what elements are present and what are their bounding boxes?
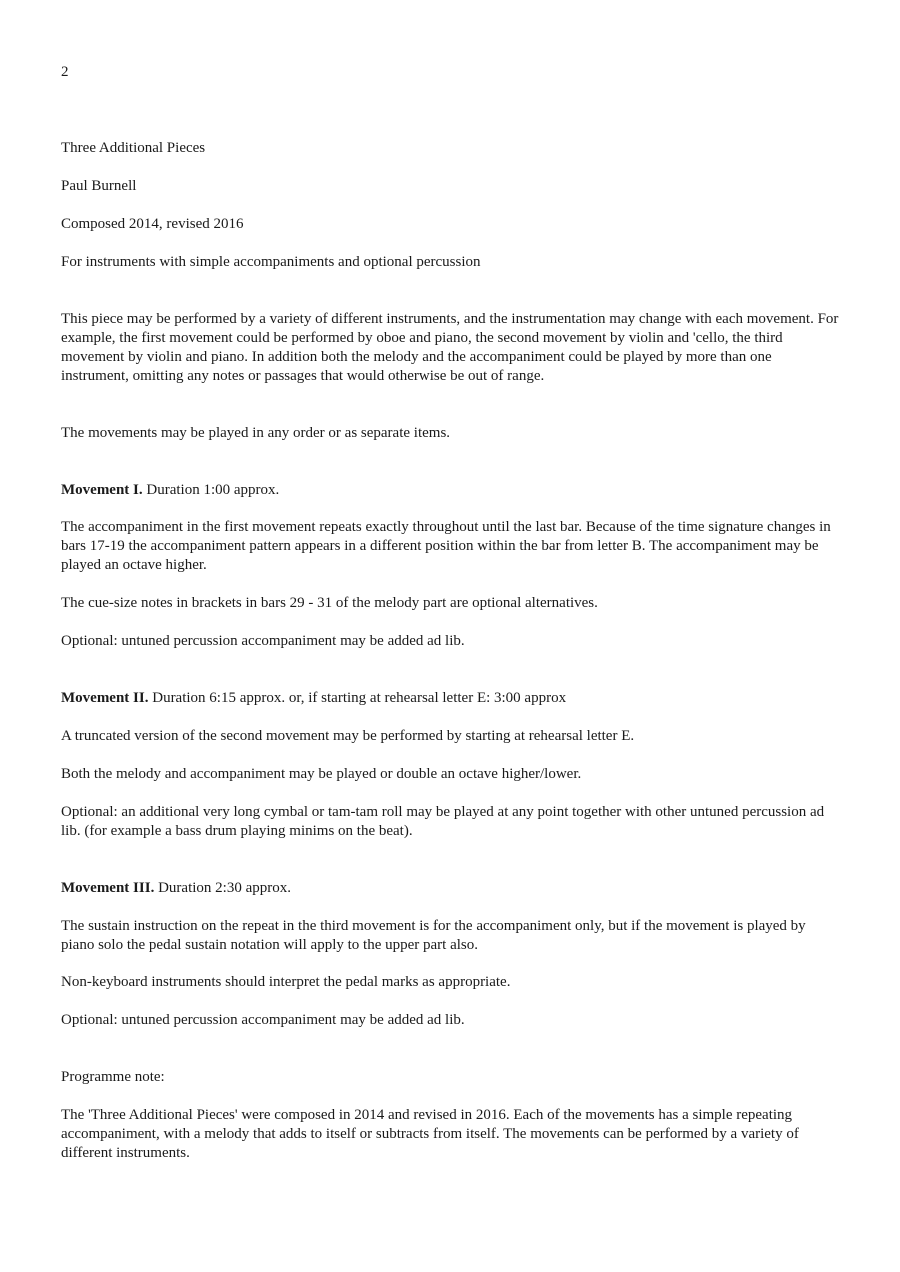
programme-note-paragraph: The 'Three Additional Pieces' were composed in 2014 and revised in 2016. Each of the movements has a simple repeating accompaniment, with a melody that adds to itself or subtracts from itself. The movements can be performed by a variety of different instruments. <box>61 1107 799 1161</box>
composer-name: Paul Burnell <box>61 178 137 194</box>
movement-3-paragraph-3: Optional: untuned percussion accompaniment may be added ad lib. <box>61 1012 465 1028</box>
intro-order-paragraph: The movements may be played in any order or as separate items. <box>61 425 451 441</box>
intro-paragraph: This piece may be performed by a variety of different instruments, and the instrumentation may change with each movement. For example, the first movement could be performed by oboe and piano, the second movement by violin and 'cello, the third movement by violin and piano. In addition both the melody and the accompaniment could be played by more than one instrument, omitting any notes or passages that would otherwise be out of range. <box>61 311 839 384</box>
movement-1-duration: Duration 1:00 approx. <box>142 482 280 498</box>
movement-2-heading: Movement II. <box>61 690 149 706</box>
movement-3-paragraph-1: The sustain instruction on the repeat in the third movement is for the accompaniment only, but if the movement is played by piano solo the pedal sustain notation will apply to the upper part also. <box>61 918 806 953</box>
movement-3-duration: Duration 2:30 approx. <box>154 880 291 896</box>
movement-2-paragraph-2: Both the melody and accompaniment may be played or double an octave higher/lower. <box>61 766 582 782</box>
movement-3-heading: Movement III. <box>61 880 155 896</box>
movement-2-duration: Duration 6:15 approx. or, if starting at rehearsal letter E: 3:00 approx <box>148 690 567 706</box>
movement-1-paragraph-2: The cue-size notes in brackets in bars 29 - 31 of the melody part are optional alternatives. <box>61 595 598 611</box>
movement-3-paragraph-2: Non-keyboard instruments should interpret the pedal marks as appropriate. <box>61 974 511 990</box>
movement-2-paragraph-1: A truncated version of the second movement may be performed by starting at rehearsal letter E. <box>61 728 635 744</box>
movement-2-heading-line <box>61 689 841 708</box>
movement-3-heading-line <box>61 879 841 898</box>
movement-1-heading-line <box>61 481 841 500</box>
movement-1-paragraph-3: Optional: untuned percussion accompaniment may be added ad lib. <box>61 633 465 649</box>
instrumentation-line: For instruments with simple accompaniments and optional percussion <box>61 254 481 270</box>
programme-note-heading: Programme note: <box>61 1069 165 1085</box>
movement-2-paragraph-3: Optional: an additional very long cymbal or tam-tam roll may be played at any point together with other untuned percussion ad lib. (for example a bass drum playing minims on the beat). <box>61 804 825 839</box>
page-number: 2 <box>61 64 69 80</box>
movement-1-paragraph-1: The accompaniment in the first movement repeats exactly throughout until the last bar. Because of the time signature changes in bars 17-19 the accompaniment pattern appears in a different position within the bar from letter B. The accompaniment may be played an octave higher. <box>61 519 831 573</box>
piece-title: Three Additional Pieces <box>61 140 206 156</box>
composition-date: Composed 2014, revised 2016 <box>61 216 244 232</box>
movement-1-heading: Movement I. <box>61 482 143 498</box>
